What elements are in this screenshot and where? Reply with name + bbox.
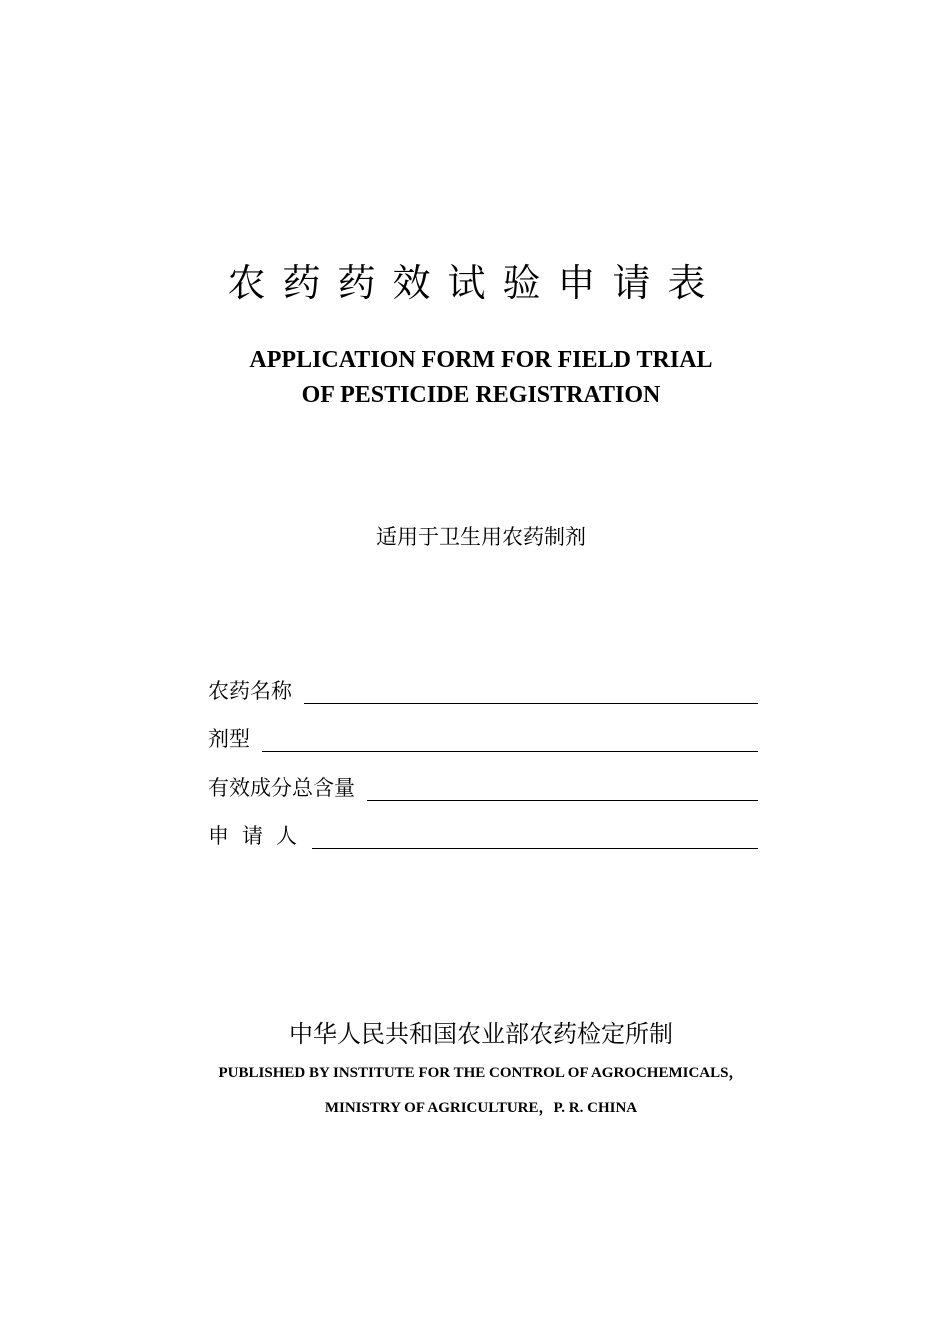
field-label-applicant: 申请人 [208,824,310,848]
field-label-pesticide-name: 农药名称 [208,679,292,703]
field-input-active-ingredient-content[interactable] [367,774,758,801]
field-applicant [208,817,758,851]
publisher-chinese: 中华人民共和国农业部农药检定所制 [289,1020,673,1048]
form-subtitle: 适用于卫生用农药制剂 [376,525,586,549]
field-input-formulation[interactable] [262,725,758,752]
field-formulation [208,720,758,754]
field-active-ingredient-content [208,769,758,803]
field-label-formulation: 剂型 [208,727,250,751]
field-input-applicant[interactable] [312,822,758,849]
field-label-active-ingredient-content: 有效成分总含量 [208,776,355,800]
field-input-pesticide-name[interactable] [304,677,758,704]
publisher-english-line1: PUBLISHED BY INSTITUTE FOR THE CONTROL OF AGROCHEMICALS， [218,1065,744,1081]
form-title-chinese: 农药药效试验申请表 [227,261,723,305]
form-title-english-line1: APPLICATION FORM FOR FIELD TRIAL [249,347,713,373]
form-title-english-line2: OF PESTICIDE REGISTRATION [301,382,661,408]
field-pesticide-name [208,672,758,706]
publisher-english-line2: MINISTRY OF AGRICULTURE，P. R. CHINA [324,1100,638,1116]
